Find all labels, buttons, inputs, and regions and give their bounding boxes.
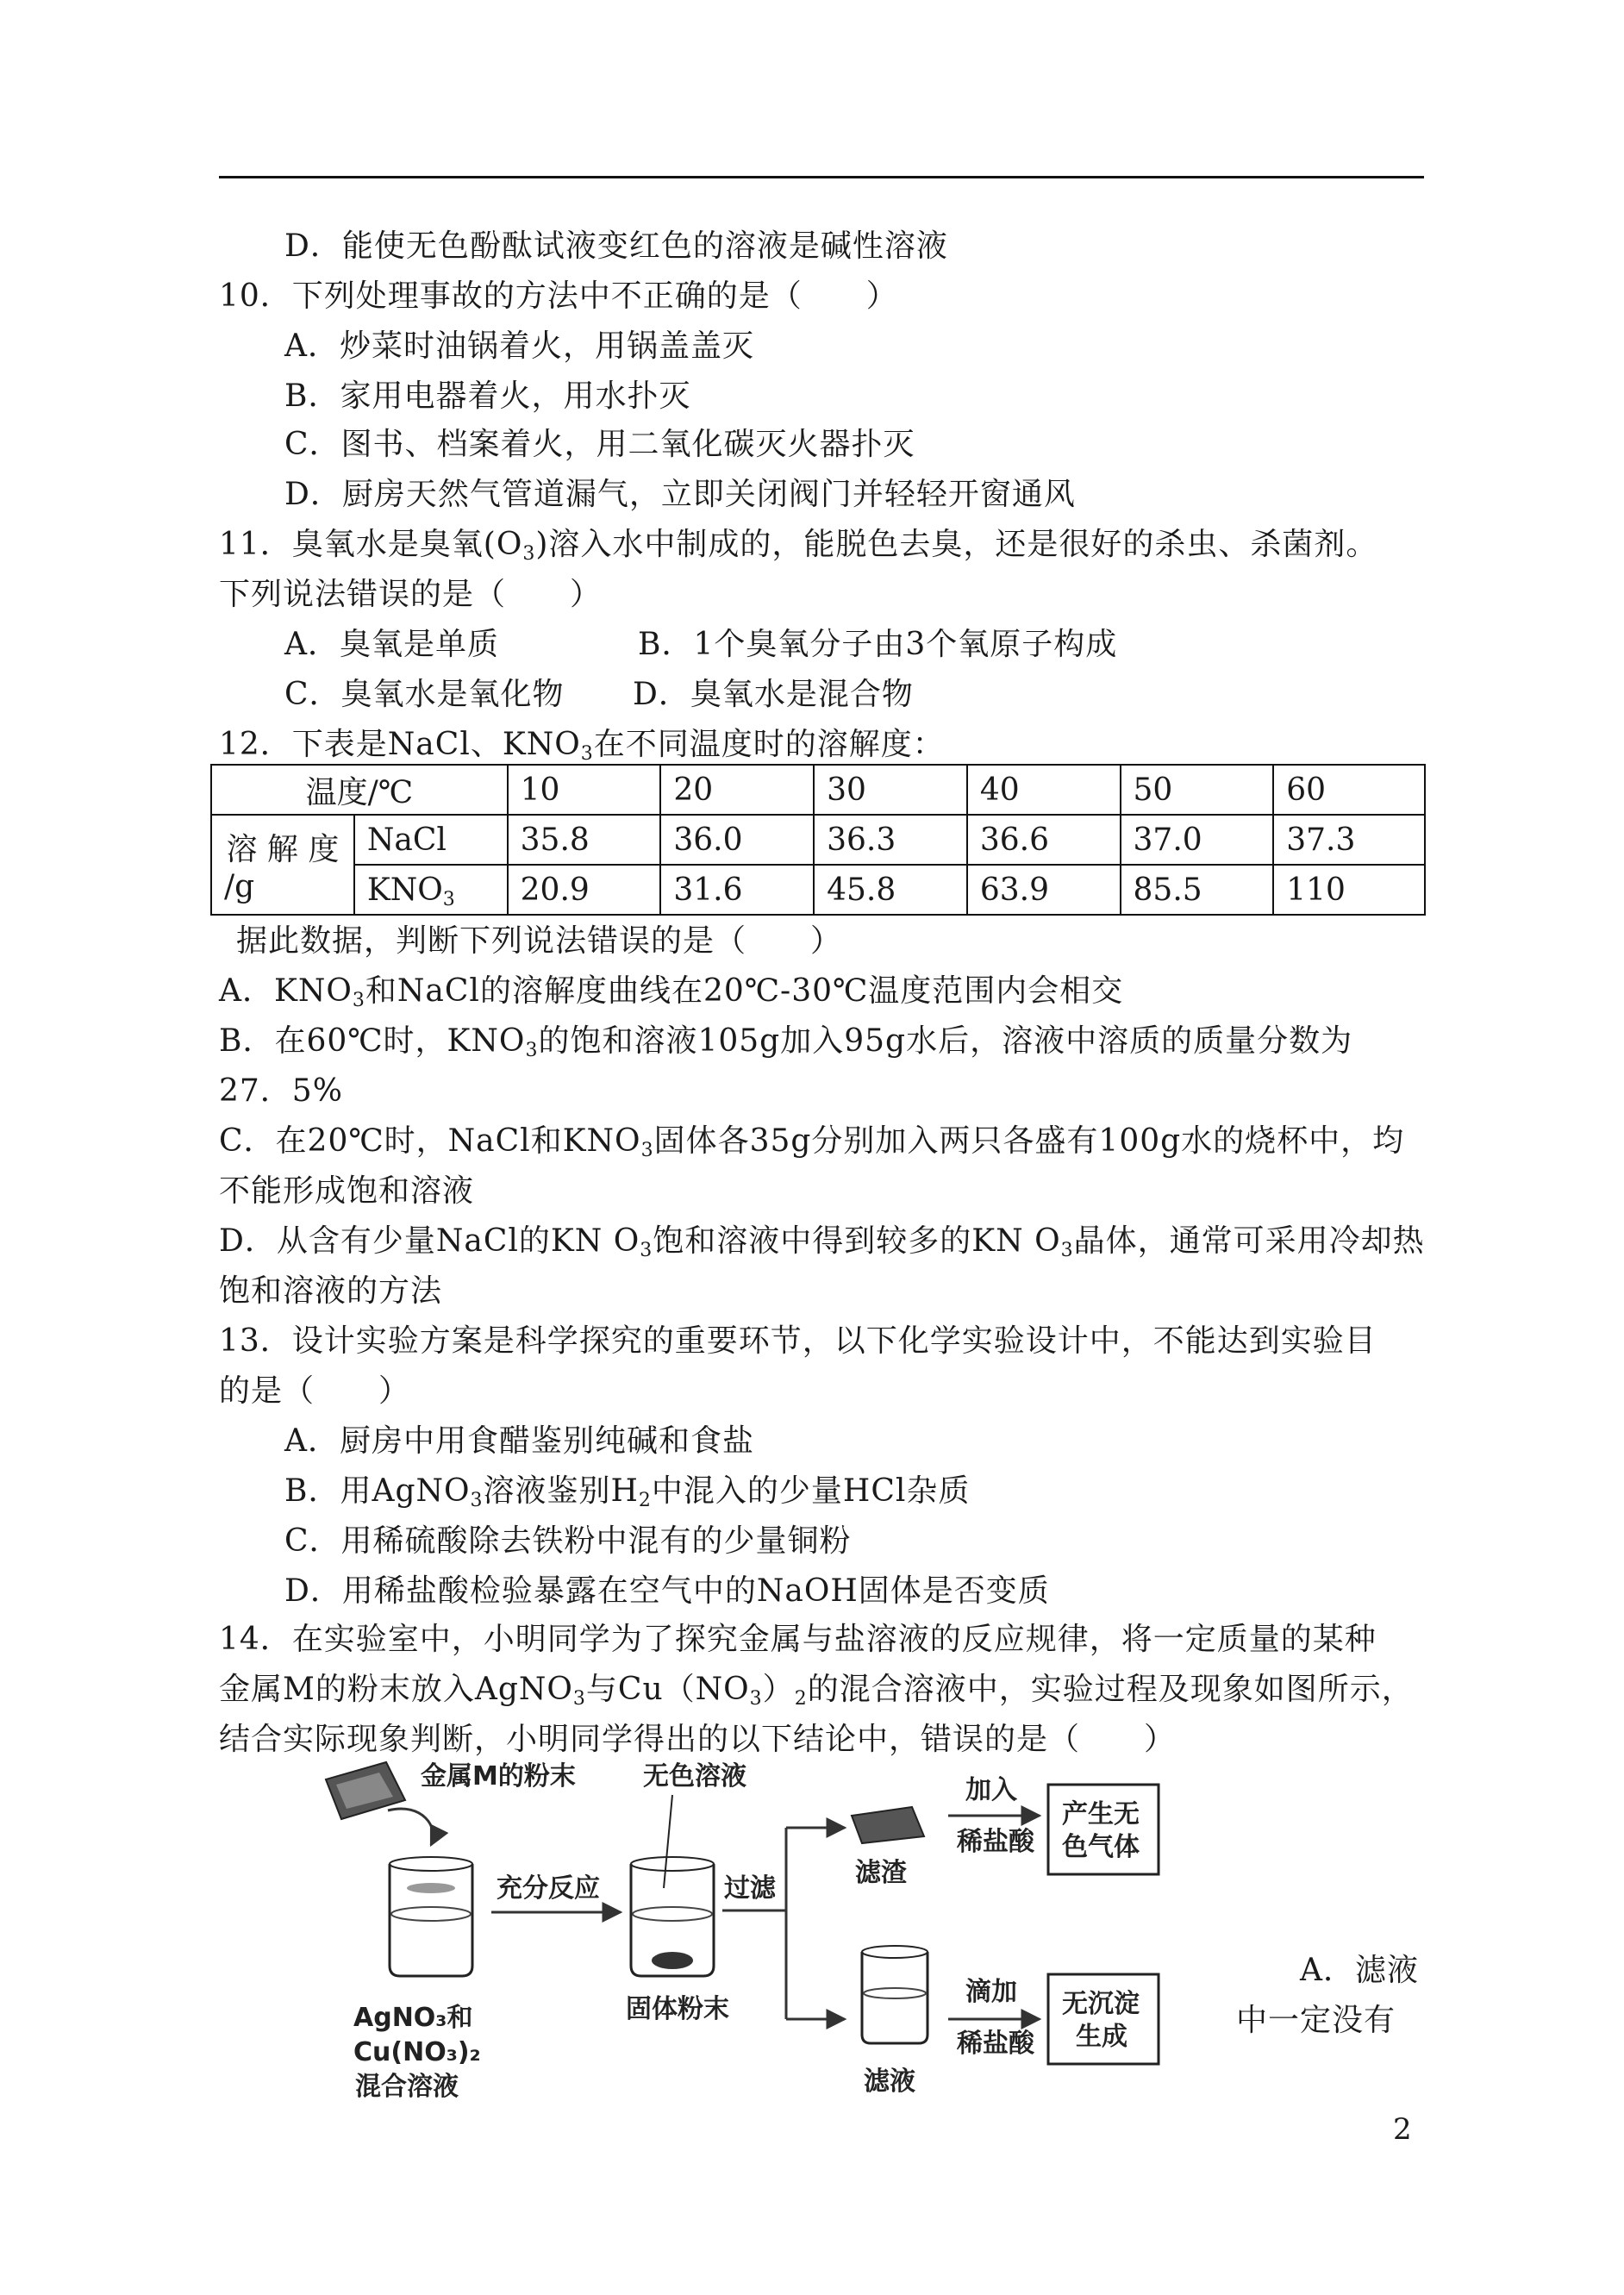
temperature-header: 温度/℃ [211,765,508,815]
q10-stem: 10．下列处理事故的方法中不正确的是（ ） [219,278,898,314]
table-row-nacl [211,815,1425,865]
solubility-label-line1: 溶 解 度 [226,832,340,867]
nacl-label: NaCl [354,815,508,865]
mix-label-line3: 混合溶液 [355,2072,459,2102]
q12-option-b: B．在60℃时，$KNO_3$的饱和溶液105g加入95g水后，溶液中溶质的质量分数为 [219,1023,1353,1061]
temp-cell: 30 [814,765,967,815]
q13-stem-line1: 13．设计实验方案是科学探究的重要环节，以下化学实验设计中，不能达到实验目 [219,1323,1377,1359]
q11-option-c: C．臭氧水是氧化物 [284,677,565,712]
q14-stem-line2: 金属M的粉末放入AgNO$_3$与$Cu(NO_3)_2$的混合溶液中，实验过程及现象如图所示， [219,1672,1414,1710]
solubility-label-line2: /g [224,869,255,904]
q10-option-d: D．厨房天然气管道漏气，立即关闭阀门并轻轻开窗通风 [284,477,1076,512]
q10-option-c: C．图书、档案着火，用二氧化碳灭火器扑灭 [284,427,915,462]
nacl-value: 36.3 [814,815,967,865]
drop-arrow [388,1809,434,1845]
temp-cell: 40 [967,765,1121,815]
precipitate-result-line2: 生成 [1076,2022,1127,2052]
mix-label-line1: AgNO₃和 [353,2003,473,2033]
q11-option-d: D．臭氧水是混合物 [633,677,914,712]
filtrate-beaker [862,1946,928,2043]
q14-stem-line1: 14．在实验室中，小明同学为了探究金属与盐溶液的反应规律，将一定质量的某种 [219,1622,1377,1657]
temp-cell: 60 [1273,765,1425,815]
dilute-hcl-label-1: 稀盐酸 [957,1827,1034,1857]
nacl-value: 37.3 [1273,815,1425,865]
table-row-kno3 [211,865,1425,915]
q11-option-b: B．1个臭氧分子由3个氧原子构成 [638,627,1118,662]
q13-option-c: C．用稀硫酸除去铁粉中混有的少量铜粉 [284,1523,852,1559]
kno3-value: 110 [1273,865,1425,915]
beaker-1 [390,1857,472,1976]
react-label: 充分反应 [497,1873,600,1904]
add-label: 加入 [965,1775,1017,1805]
temp-cell: 50 [1121,765,1274,815]
page-number: 2 [1393,2112,1412,2147]
filtrate-label: 滤液 [864,2067,915,2097]
q13-option-a: A．厨房中用食醋鉴别纯碱和食盐 [284,1423,754,1459]
kno3-value: 20.9 [508,865,661,915]
experiment-figure [310,1750,1207,2129]
solid-powder-label: 固体粉末 [626,1994,729,2024]
q12-option-c: C．在20℃时，NaCl和$KNO_3$固体各35g分别加入两只各盛有100g水的烧杯中，均 [219,1123,1405,1161]
q11-option-a: A．臭氧是单质 [284,627,499,662]
drip-label: 滴加 [965,1977,1017,2007]
nacl-value: 37.0 [1121,815,1274,865]
temp-cell: 10 [508,765,661,815]
q12-intro: 据此数据，判断下列说法错误的是（ ） [236,923,843,959]
q12-stem: 12．下表是NaCl、$KNO_3$在不同温度时的溶解度： [219,727,945,765]
mix-label-line2: Cu(NO₃)₂ [353,2037,481,2067]
table-header-row [211,765,1425,815]
q12-option-a: A．$KNO_3$和NaCl的溶解度曲线在20℃-30℃温度范围内会相交 [219,973,1124,1011]
header-rule [219,176,1424,178]
q13-stem-line2: 的是（ ） [219,1373,411,1409]
q10-option-b: B．家用电器着火，用水扑灭 [284,378,691,414]
kno3-value: 85.5 [1121,865,1274,915]
residue-label: 滤渣 [855,1858,907,1888]
q11-stem-line2: 下列说法错误的是（ ） [219,577,603,612]
filter-label: 过滤 [724,1873,776,1904]
q12-option-d: D．从含有少量NaCl的KN $O_3$饱和溶液中得到较多的KN $O_3$晶体，通常可采用冷却热 [219,1223,1425,1261]
q14-option-a-cont: 中一定没有 [1236,2003,1396,2038]
dilute-hcl-label-2: 稀盐酸 [957,2029,1034,2059]
gas-result-line1: 产生无 [1062,1799,1140,1829]
metal-powder-label: 金属M的粉末 [421,1761,576,1792]
q14-stem-line3: 结合实际现象判断，小明同学得出的以下结论中，错误的是（ ） [219,1722,1177,1757]
q13-option-d: D．用稀盐酸检验暴露在空气中的NaOH固体是否变质 [284,1573,1050,1609]
q12-option-c-cont: 不能形成饱和溶液 [219,1173,475,1209]
kno3-value: 63.9 [967,865,1121,915]
q13-option-b: B．用AgNO$_3$溶液鉴别$H_2$中混入的少量HCl杂质 [284,1473,971,1511]
kno3-value: 31.6 [660,865,814,915]
nacl-value: 35.8 [508,815,661,865]
nacl-value: 36.6 [967,815,1121,865]
q14-option-a-start: A．滤液 [1300,1953,1419,1988]
residue-packet [852,1807,924,1843]
q10-option-a: A．炒菜时油锅着火，用锅盖盖灭 [284,328,754,364]
kno3-value: 45.8 [814,865,967,915]
q12-option-b-cont: 27．5% [219,1073,343,1109]
precipitate-result-line1: 无沉淀 [1062,1989,1140,2019]
kno3-label: $KNO_3$ [354,865,508,915]
solubility-label [211,815,354,915]
beaker-2 [631,1857,714,1976]
q12-option-d-cont: 饱和溶液的方法 [219,1273,443,1309]
label-pointer [664,1795,672,1888]
solubility-table [210,764,1426,916]
q9-option-d: D．能使无色酚酞试液变红色的溶液是碱性溶液 [284,228,948,264]
temp-cell: 20 [660,765,814,815]
nacl-value: 36.0 [660,815,814,865]
q11-stem-line1: 11．臭氧水是臭氧$(O_3)$溶入水中制成的，能脱色去臭，还是很好的杀虫、杀菌剂。 [219,527,1378,565]
gas-result-line2: 色气体 [1062,1832,1140,1862]
colorless-solution-label: 无色溶液 [643,1761,746,1792]
